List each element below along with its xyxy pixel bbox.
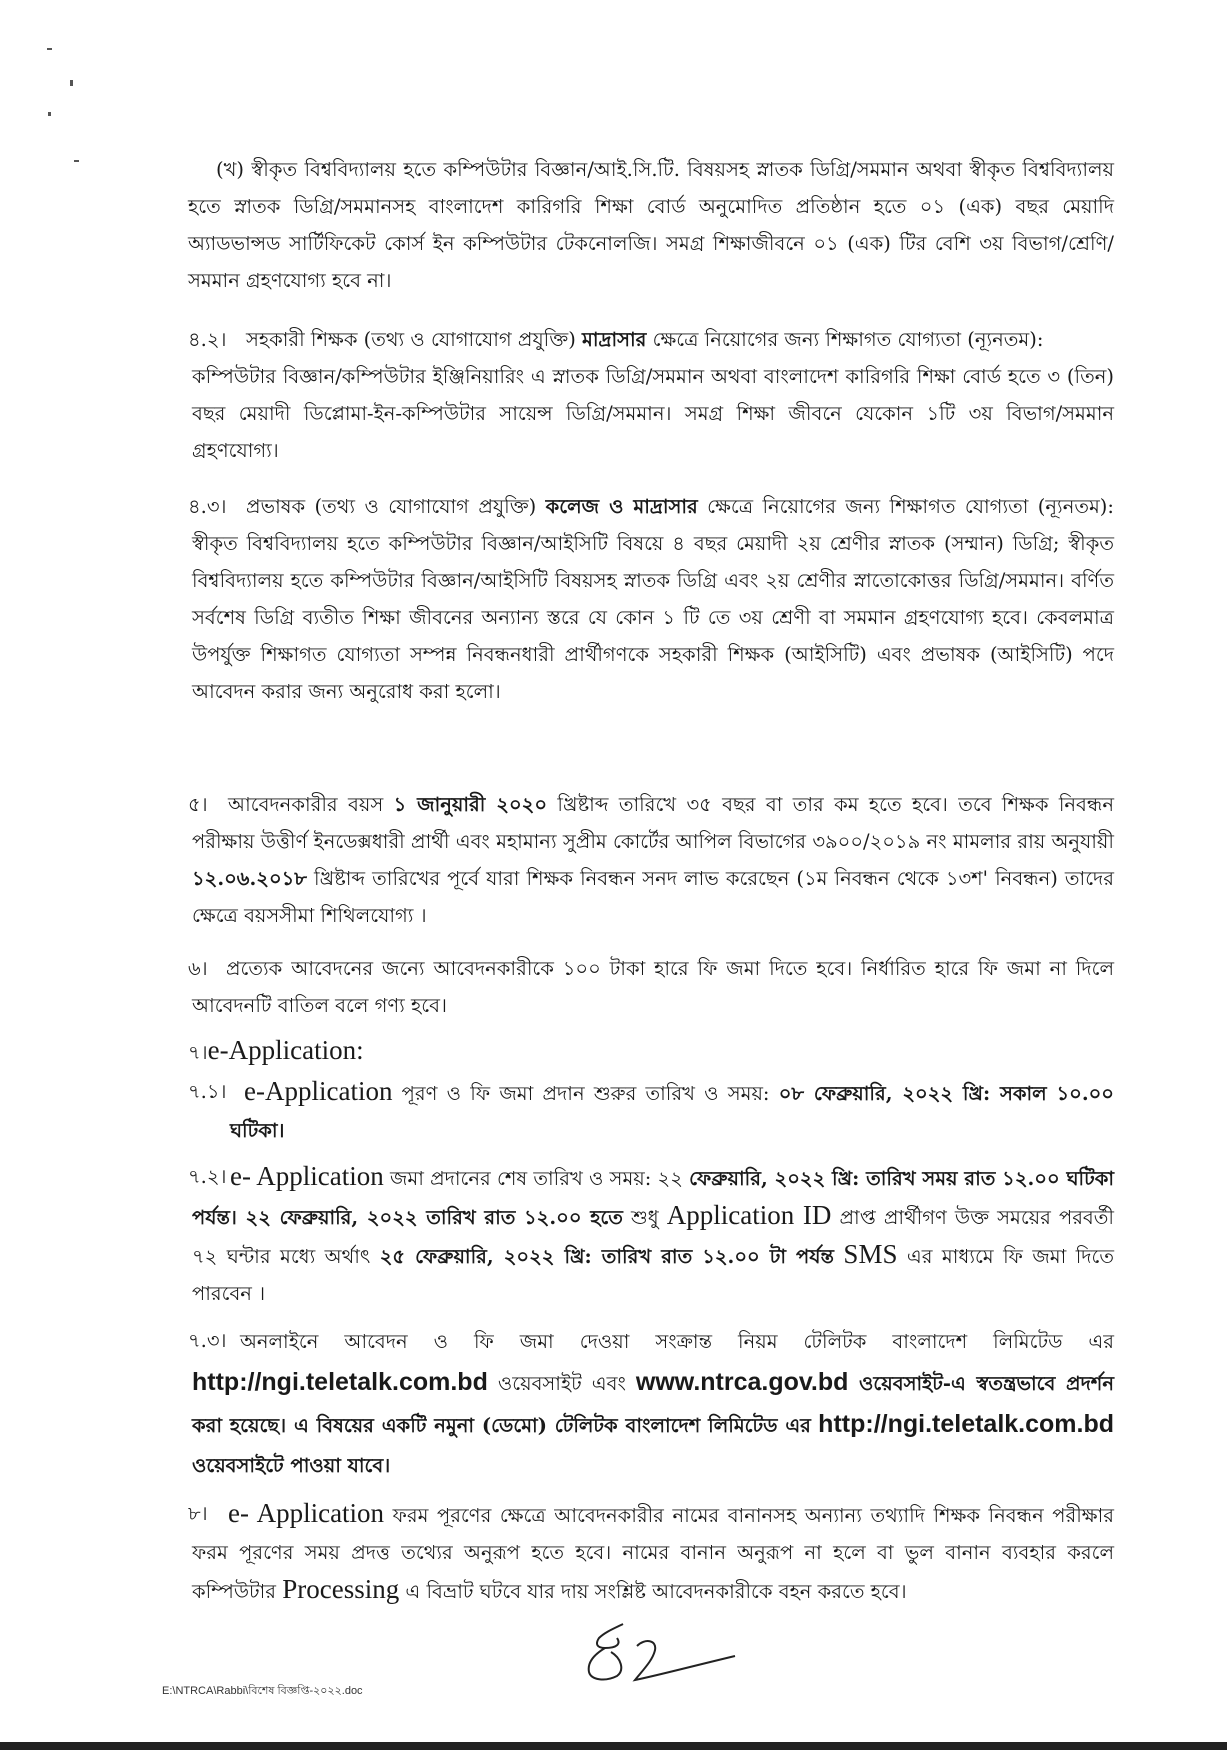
section-4-2-heading-post: ক্ষেত্রে নিয়োগের জন্য শিক্ষাগত যোগ্যতা (ন্যূনতম):	[646, 328, 1044, 351]
section-7-2-text-3: প্রাপ্ত প্রার্থীগণ উক্ত সময়ের পরবর্তী ৭২ ঘন্টার মধ্যে অর্থাৎ	[192, 1206, 1114, 1268]
section-7-1-latin: e-Application	[244, 1076, 393, 1106]
section-7-3-text-2: ওয়েবসাইট এবং	[487, 1372, 636, 1395]
section-4-3-number: ৪.৩।	[188, 495, 227, 518]
section-7-2-text-2: শুধু	[622, 1206, 667, 1229]
section-5-text-3: খ্রিষ্টাব্দ তারিখের পূর্বে যারা শিক্ষক নিবন্ধন সনদ লাভ করেছেন (১ম নিবন্ধন থেকে ১৩শ' নিবন্ধন) তাদের ক্ষেত্রে বয়সসীমা শিথিলযোগ্য ।	[192, 867, 1115, 927]
section-4-2-heading-bold: মাদ্রাসার	[582, 328, 647, 351]
section-5-bold-date-2: ১২.০৬.২০১৮	[192, 867, 307, 890]
section-4-2-heading-pre: সহকারী শিক্ষক (তথ্য ও যোগাযোগ প্রযুক্তি)	[246, 328, 583, 351]
section-7-1-number: ৭.১।	[188, 1080, 227, 1103]
section-4-3-pre: প্রভাষক (তথ্য ও যোগাযোগ প্রযুক্তি)	[246, 495, 546, 518]
section-5-text-1: আবেদনকারীর বয়স	[228, 793, 394, 816]
section-4-3-body	[192, 488, 1114, 710]
section-7-2-body	[192, 1158, 1114, 1312]
section-7-2-number: ৭.২।	[188, 1165, 227, 1188]
section-7-number: ৭।	[188, 1041, 208, 1064]
section-8-body	[192, 1495, 1114, 1610]
section-6-body: প্রত্যেক আবেদনের জন্যে আবেদনকারীকে ১০০ টাকা হারে ফি জমা দিতে হবে। নির্ধারিত হারে ফি জমা না দিলে আবেদনটি বাতিল বলে গণ্য হবে।	[192, 957, 1114, 1017]
ntrca-link[interactable]: www.ntrca.gov.bd	[635, 1368, 849, 1396]
section-6-number: ৬।	[188, 957, 208, 980]
teletalk-link[interactable]: http://ngi.teletalk.com.bd	[192, 1368, 488, 1396]
section-7-2-latin-3: SMS	[843, 1239, 898, 1269]
section-7-2-latin-2: Application ID	[666, 1200, 832, 1230]
section-5-bold-date: ১ জানুয়ারী ২০২০	[393, 793, 548, 816]
scan-speck	[48, 112, 51, 116]
section-8-text-2: এ বিভ্রাট ঘটবে যার দায় সংশ্লিষ্ট আবেদনকারীকে বহন করতে হবে।	[399, 1580, 907, 1603]
section-8-text-1: ফরম পূরণের ক্ষেত্রে আবেদনকারীর নামের বানানসহ অন্যান্য তথ্যাদি শিক্ষক নিবন্ধন পরীক্ষার ফরম পূরণের সময় প্রদত্ত তথ্যের অনুরূপ হতে হবে। নামের বানান অনুরূপ না হলে বা ভুল বানান ব্যবহার করলে কম্পিউটার	[192, 1504, 1114, 1603]
section-5-text-2: খ্রিষ্টাব্দ তারিখে ৩৫ বছর বা তার কম হতে হবে। তবে শিক্ষক নিবন্ধন পরীক্ষায় উত্তীর্ণ ইনডেক্সধারী প্রার্থী এবং মহামান্য সুপ্রীম কোর্টের আপিল বিভাগের ৩৯০০/২০১৯ নং মামলার রায় অনুযায়ী	[192, 793, 1114, 853]
section-7-3-number: ৭.৩।	[188, 1329, 227, 1352]
file-path-footer: E:\NTRCA\Rabbi\বিশেষ বিজ্ঞপ্তি-২০২২.doc	[162, 1685, 363, 1697]
section-7-2-text-4: এর মাধ্যমে ফি জমা দিতে পারবেন ।	[192, 1245, 1114, 1305]
section-4-2-number: ৪.২।	[188, 328, 227, 351]
section-8-latin: e- Application	[228, 1498, 385, 1528]
section-7-2-bold-1: ফেব্রুয়ারি, ২০২২ খ্রি: তারিখ সময় রাত ১২.০০ ঘটিকা পর্যন্ত। ২২ ফেব্রুয়ারি, ২০২২ তারিখ রাত ১২.০০ হতে	[192, 1167, 1114, 1229]
section-7-3-body	[192, 1322, 1114, 1486]
section-4-3-bold: কলেজ ও মাদ্রাসার	[545, 495, 698, 518]
section-7-2-bold-2: ২৫ ফেব্রুয়ারি, ২০২২ খ্রি: তারিখ রাত ১২.০০ টা পর্যন্ত	[379, 1245, 834, 1268]
section-4-2-heading	[246, 321, 1114, 358]
teletalk-link-2[interactable]: http://ngi.teletalk.com.bd	[818, 1410, 1115, 1438]
section-4-3-post: ক্ষেত্রে নিয়োগের জন্য শিক্ষাগত যোগ্যতা (ন্যূনতম): স্বীকৃত বিশ্ববিদ্যালয় হতে কম্পিউটার বিজ্ঞান/আইসিটি বিষয়ে ৪ বছর মেয়াদী ২য় শ্রেণীর স্নাতক (সম্মান) ডিগ্রি; স্বীকৃত বিশ্ববিদ্যালয় হতে কম্পিউটার বিজ্ঞান/আইসিটি বিষয়সহ স্নাতক ডিগ্রি এবং ২য় শ্রেণীর স্নাতোকোত্তর ডিগ্রি/সমমান। বর্ণিত সর্বশেষ ডিগ্রি ব্যতীত শিক্ষা জীবনের অন্যান্য স্তরে যে কোন ১ টি তে ৩য় শ্রেণী বা সমমান গ্রহণযোগ্য হবে। কেবলমাত্র উপর্যুক্ত শিক্ষাগত যোগ্যতা সম্পন্ন নিবন্ধনধারী প্রার্থীগণকে সহকারী শিক্ষক (আইসিটি) এবং প্রভাষক (আইসিটি) পদে আবেদন করার জন্য অনুরোধ করা হলো।	[192, 495, 1114, 703]
section-5-number: ৫।	[188, 793, 208, 816]
section-5-body	[192, 786, 1114, 934]
section-7-3-bold-1: ওয়েবসাইট-এ স্বতন্ত্রভাবে প্রদর্শন করা হয়েছে। এ বিষয়ের একটি নমুনা (ডেমো) টেলিটক বাংলাদেশ লিমিটেড এর	[192, 1372, 1114, 1437]
section-7-3-text-1: অনলাইনে আবেদন ও ফি জমা দেওয়া সংক্রান্ত নিয়ম টেলিটক বাংলাদেশ লিমিটেড এর	[240, 1330, 1114, 1353]
section-7-title: e-Application:	[207, 1035, 364, 1065]
scan-speck	[70, 80, 73, 86]
section-7-heading	[188, 1032, 788, 1071]
section-7-3-bold-2: ওয়েবসাইটে পাওয়া যাবে।	[192, 1454, 391, 1477]
scan-speck	[74, 160, 79, 162]
section-8-latin-2: Processing	[282, 1574, 400, 1604]
scan-bottom-edge	[0, 1742, 1227, 1750]
signature	[565, 1618, 745, 1698]
section-7-2-latin: e- Application	[230, 1161, 384, 1191]
section-4-2-body: কম্পিউটার বিজ্ঞান/কম্পিউটার ইঞ্জিনিয়ারিং এ স্নাতক ডিগ্রি/সমমান অথবা বাংলাদেশ কারিগরি শিক্ষা বোর্ড হতে ৩ (তিন) বছর মেয়াদী ডিপ্লোমা-ইন-কম্পিউটার সায়েন্স ডিগ্রি/সমমান। সমগ্র শিক্ষা জীবনে যেকোন ১টি ৩য় বিভাগ/সমমান গ্রহণযোগ্য।	[192, 365, 1114, 462]
section-7-1-body	[230, 1073, 1114, 1149]
section-7-1-bold: ০৮ ফেব্রুয়ারি, ২০২২ খ্রি: সকাল ১০.০০ ঘটিকা।	[230, 1082, 1114, 1142]
section-7-1-text: পূরণ ও ফি জমা প্রদান শুরুর তারিখ ও সময়:	[392, 1082, 779, 1105]
scan-speck	[47, 48, 52, 50]
section-7-2-text-1: জমা প্রদানের শেষ তারিখ ও সময়: ২২	[383, 1167, 690, 1190]
section-8-number: ৮।	[188, 1502, 208, 1525]
section-4-1-kha: (খ) স্বীকৃত বিশ্ববিদ্যালয় হতে কম্পিউটার বিজ্ঞান/আই.সি.টি. বিষয়সহ স্নাতক ডিগ্রি/সমমান অথবা স্বীকৃত বিশ্ববিদ্যালয় হতে স্নাতক ডিগ্রি/সমমানসহ বাংলাদেশ কারিগরি শিক্ষা বোর্ড অনুমোদিত প্রতিষ্ঠান হতে ০১ (এক) বছর মেয়াদি অ্যাডভান্সড সার্টিফিকেট কোর্স ইন কম্পিউটার টেকনোলজি। সমগ্র শিক্ষাজীবনে ০১ (এক) টির বেশি ৩য় বিভাগ/শ্রেণি/সমমান গ্রহণযোগ্য হবে না।	[188, 158, 1114, 292]
